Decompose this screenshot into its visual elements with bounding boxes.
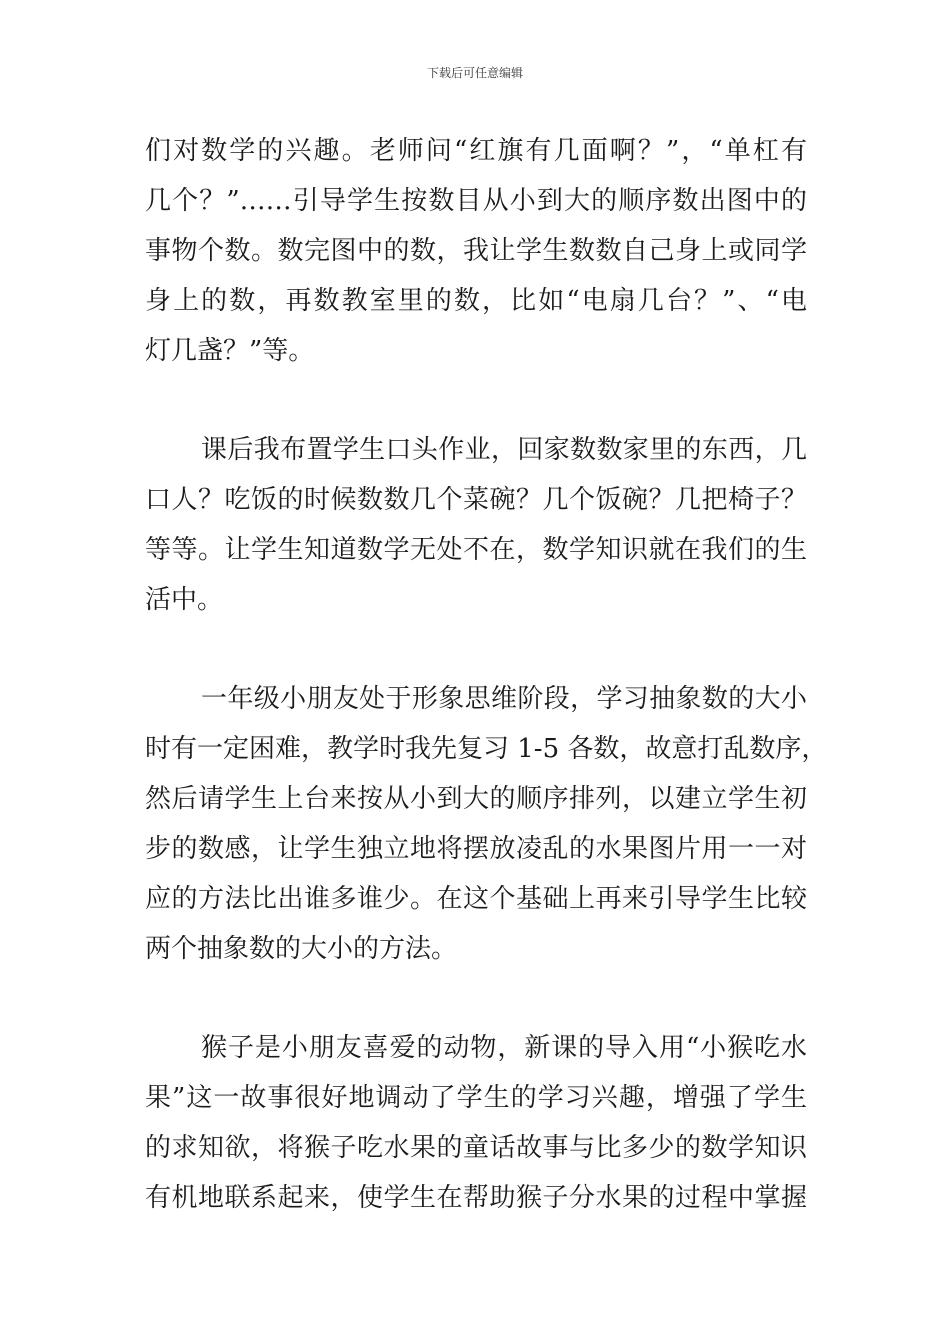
document-body [145,126,828,1223]
text-line: 口人？吃饭的时候数数几个菜碗？几个饭碗？几把椅子？ [145,485,807,515]
paragraph-gap [145,974,807,1023]
paragraph-3 [145,674,828,974]
text-line: 身上的数，再数教室里的数，比如“电扇几台？”、“电 [145,286,807,316]
text-line: 几个？”……引导学生按数目从小到大的顺序数出图中的 [145,186,807,216]
text-line: 时有一定困难，教学时我先复习 1-5 各数，故意打乱数序， [145,734,828,764]
text-line: 应的方法比出谁多谁少。在这个基础上再来引导学生比较 [145,884,807,914]
text-line: 猴子是小朋友喜爱的动物，新课的导入用“小猴吃水 [201,1033,807,1063]
paragraph-1 [145,126,807,376]
text-line: 等等。让学生知道数学无处不在，数学知识就在我们的生 [145,535,807,565]
paragraph-gap [145,376,807,425]
text-line: 活中。 [145,585,224,615]
text-line: 果”这一故事很好地调动了学生的学习兴趣，增强了学生 [145,1083,807,1113]
page-header: 下载后可任意编辑 [426,66,523,80]
text-line: 两个抽象数的大小的方法。 [145,934,458,964]
text-line: 课后我布置学生口头作业，回家数数家里的东西，几 [201,435,807,465]
text-line: 事物个数。数完图中的数，我让学生数数自己身上或同学 [145,236,807,266]
text-line: 一年级小朋友处于形象思维阶段，学习抽象数的大小 [201,684,807,714]
paragraph-2 [145,425,807,625]
paragraph-gap [145,625,807,674]
text-line: 们对数学的兴趣。老师问“红旗有几面啊？”，“单杠有 [145,136,807,166]
paragraph-4 [145,1023,807,1223]
text-line: 的求知欲，将猴子吃水果的童话故事与比多少的数学知识 [145,1133,807,1163]
text-line: 然后请学生上台来按从小到大的顺序排列，以建立学生初 [145,784,807,814]
text-line: 灯几盏？”等。 [145,336,315,366]
text-line: 步的数感，让学生独立地将摆放凌乱的水果图片用一一对 [145,834,807,864]
text-line: 有机地联系起来，使学生在帮助猴子分水果的过程中掌握 [145,1183,807,1213]
